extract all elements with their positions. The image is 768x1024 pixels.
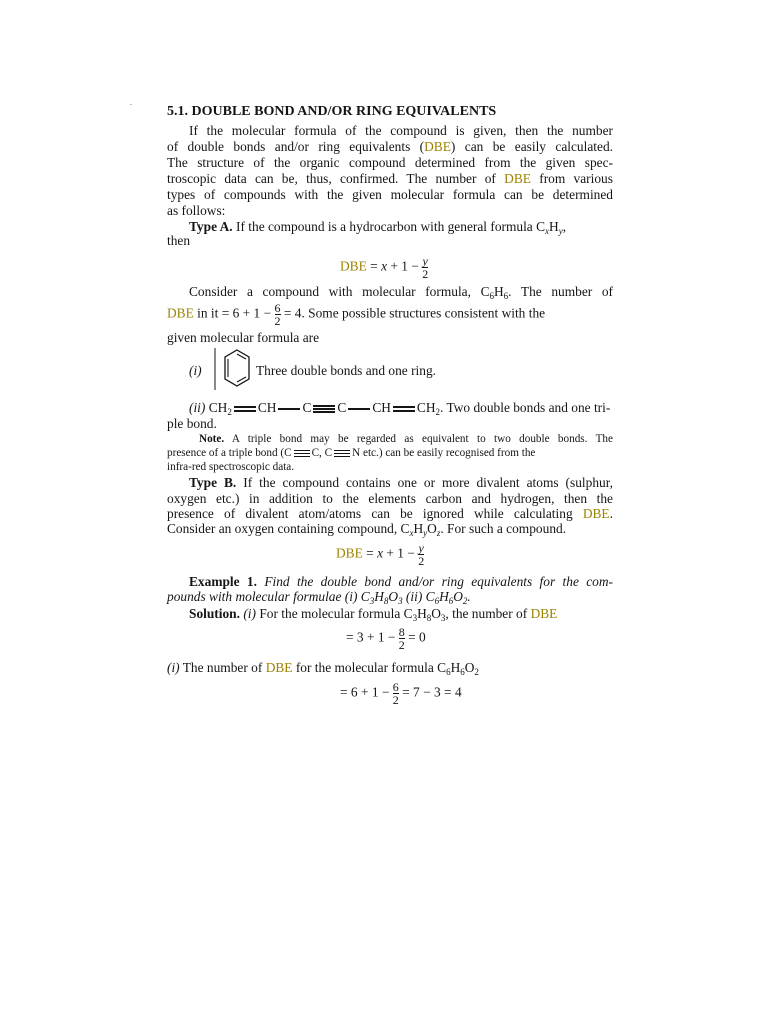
- type-b-label: Type B.: [189, 475, 237, 490]
- single-bond: [278, 404, 300, 413]
- triple-bond: [294, 449, 310, 458]
- double-bond: [393, 404, 415, 413]
- dbe-term: DBE: [504, 171, 531, 186]
- fraction-6-over-2: $\frac{6}{2}$: [274, 301, 281, 328]
- single-bond: [348, 404, 370, 413]
- type-b-line-2: oxygen etc.) in addition to the elements carbon and hydrogen, then the: [167, 491, 613, 506]
- type-b-line-4: Consider an oxygen containing compound, $C_xH_yO_z$. For such a compound.: [167, 521, 567, 538]
- benzene-ring-icon: [211, 346, 253, 392]
- structure-i-text: Three double bonds and one ring.: [256, 363, 436, 378]
- note-label: Note.: [199, 433, 225, 445]
- benzene-line-1: Consider a compound with molecular formula, $C_6H_6$. The number of: [189, 284, 613, 301]
- intro-line-2: of double bonds and/or ring equivalents (DBE) can be easily calculated.: [167, 139, 613, 154]
- section-heading: [167, 104, 496, 120]
- structure-i-label: (i): [189, 363, 202, 378]
- type-a-then: then: [167, 233, 191, 248]
- example-1-label: Example 1.: [189, 574, 257, 589]
- benzene-line-2: DBE in it = 6 + 1 − $\frac{6}{2}$ = 4. Some possible structures consistent with the: [167, 301, 546, 328]
- fraction-8-over-2: $\frac{8}{2}$: [398, 625, 405, 652]
- fraction-6-over-2: $\frac{6}{2}$: [392, 680, 399, 707]
- structure-ii-line: (ii) $CH_2$ CH C C CH $CH_2$. Two double bonds and one tri-: [189, 400, 611, 417]
- note-line-2: presence of a triple bond (C C, C N etc.) can be easily recognised from the: [167, 447, 536, 459]
- type-b-line-1: Type B. If the compound contains one or more divalent atoms (sulphur,: [189, 475, 613, 490]
- intro-line-6: as follows:: [167, 203, 226, 218]
- section-number: 5.1.: [167, 104, 188, 119]
- type-a-label: Type A.: [189, 219, 233, 234]
- dbe-term: DBE: [424, 139, 451, 154]
- stray-mark: [130, 104, 132, 105]
- type-b-line-3: presence of divalent atom/atoms can be ignored while calculating DBE.: [167, 506, 613, 521]
- double-bond: [234, 404, 256, 413]
- example-1-line-2: pounds with molecular formulae (i) $C_3H_8O_3$ (ii) $C_6H_6O_2$.: [167, 589, 471, 606]
- benzene-line-3: given molecular formula are: [167, 330, 320, 345]
- intro-line-1: If the molecular formula of the compound is given, then the number: [189, 123, 613, 138]
- triple-bond: [334, 449, 350, 458]
- example-1-line-1: Example 1. Find the double bond and/or ring equivalents for the com-: [189, 574, 613, 589]
- fraction-y-over-2: $\frac{y}{2}$: [422, 254, 429, 281]
- solution-equation-2: = 6 + 1 − $\frac{6}{2}$ = 7 − 3 = 4: [340, 680, 462, 707]
- intro-line-4: troscopic data can be, thus, confirmed. The number of DBE from various: [167, 171, 613, 186]
- solution-line-1: Solution. (i) For the molecular formula $C_3H_8O_3$, the number of DBE: [189, 606, 558, 623]
- type-a-line: Type A. If the compound is a hydrocarbon with general formula $C_xH_y$,: [189, 219, 567, 236]
- dbe-equation-a: DBE = x + 1 − $\frac{y}{2}$: [340, 254, 429, 281]
- structure-ii-cont: ple bond.: [167, 416, 217, 431]
- note-line-3: infra-red spectroscopic data.: [167, 461, 295, 473]
- solution-equation-1: = 3 + 1 − $\frac{8}{2}$ = 0: [346, 625, 426, 652]
- solution-label: Solution.: [189, 606, 240, 621]
- triple-bond: [313, 404, 335, 413]
- note-line-1: Note. A triple bond may be regarded as equivalent to two double bonds. The: [199, 433, 613, 445]
- solution-line-2: (i) The number of DBE for the molecular formula $C_6H_6O_2$: [167, 660, 479, 677]
- dbe-equation-b: DBE = x + 1 − $\frac{y}{2}$: [336, 541, 425, 568]
- fraction-y-over-2: $\frac{y}{2}$: [418, 541, 425, 568]
- intro-line-3: The structure of the organic compound determined from the given spec-: [167, 155, 613, 170]
- intro-line-5: types of compounds with the given molecular formula can be determined: [167, 187, 613, 202]
- section-title: DOUBLE BOND AND/OR RING EQUIVALENTS: [191, 104, 497, 119]
